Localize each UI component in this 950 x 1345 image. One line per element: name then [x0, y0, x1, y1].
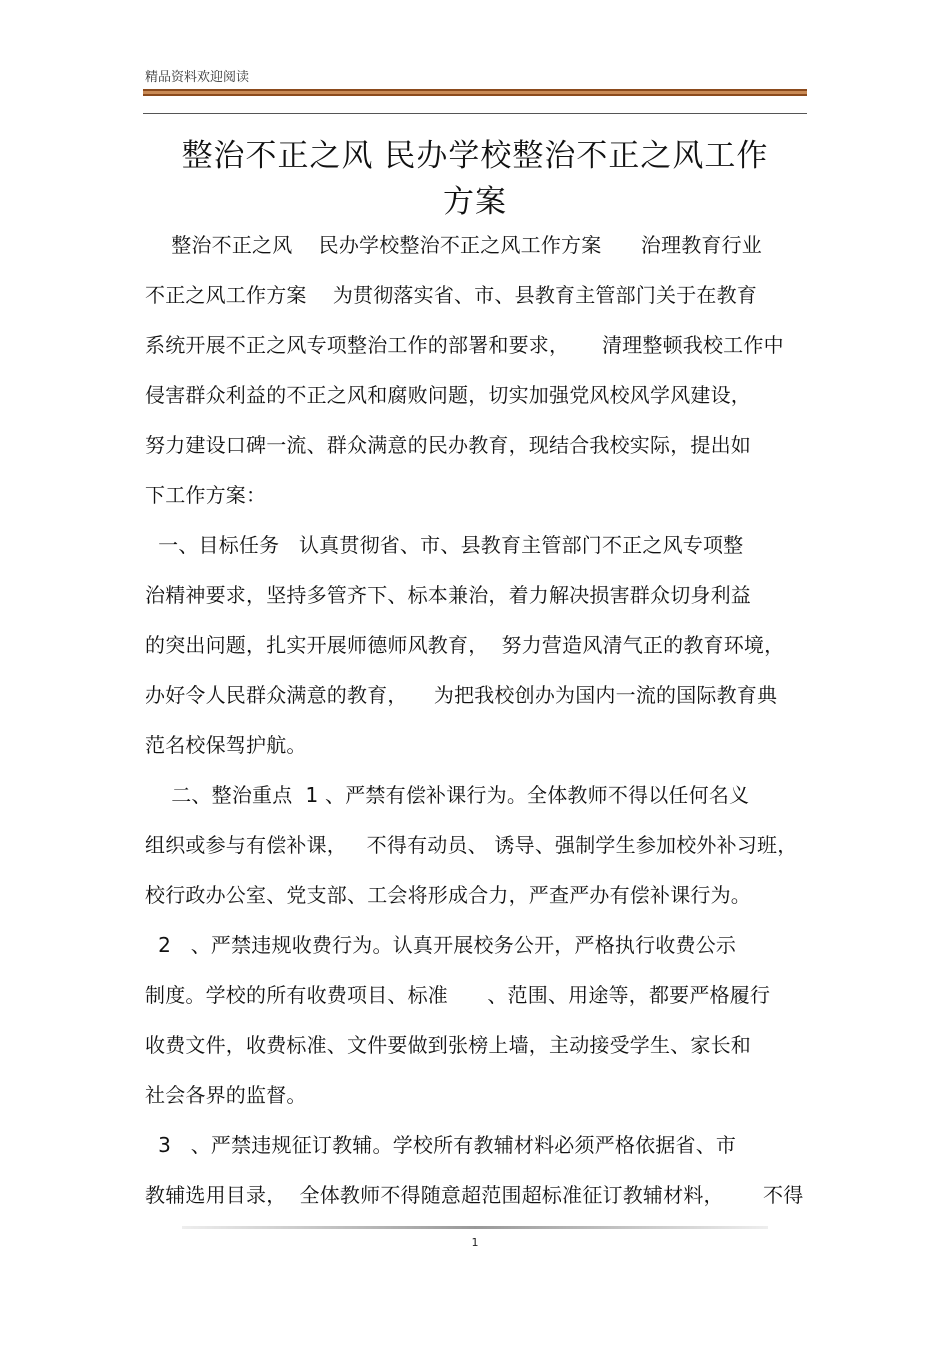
- document-title-line-1: 整治不正之风 民办学校整治不正之风工作: [181, 138, 769, 174]
- paragraph-3-line-3: 校行政办公室、党支部、工会将形成合力，严查严办有偿补课行为。: [145, 883, 751, 907]
- paragraph-2-line-4: 办好令人民群众满意的教育， 为把我校创办为国内一流的国际教育典: [145, 683, 778, 707]
- paragraph-3-line-2: 组织或参与有偿补课， 不得有动员、 诱导、强制学生参加校外补习班，: [145, 833, 798, 857]
- paragraph-1-line-1: 整治不正之风 民办学校整治不正之风工作方案 治理教育行业: [145, 233, 763, 257]
- header-thin-rule: [143, 113, 807, 114]
- document-title-line-2: 方案: [443, 184, 507, 220]
- paragraph-1-line-6: 下工作方案：: [145, 483, 267, 507]
- paragraph-2-line-1: 一、目标任务 认真贯彻省、市、县教育主管部门不正之风专项整: [145, 533, 744, 557]
- paragraph-2-line-3: 的突出问题，扎实开展师德师风教育， 努力营造风清气正的教育环境，: [145, 633, 785, 657]
- footer-rule: [182, 1226, 768, 1229]
- paragraph-2-line-5: 范名校保驾护航。: [145, 733, 307, 757]
- paragraph-4-line-1: 2 、严禁违规收费行为。认真开展校务公开，严格执行收费公示: [145, 933, 737, 957]
- paragraph-1-line-4: 侵害群众利益的不正之风和腐败问题，切实加强党风校风学风建设，: [145, 383, 751, 407]
- paragraph-4-line-4: 社会各界的监督。: [145, 1083, 307, 1107]
- paragraph-4-line-2: 制度。学校的所有收费项目、标准 、范围、用途等，都要严格履行: [145, 983, 771, 1007]
- paragraph-2-line-2: 治精神要求，坚持多管齐下、标本兼治，着力解决损害群众切身利益: [145, 583, 751, 607]
- header-rule: [143, 89, 807, 96]
- paragraph-3-line-1: 二、整治重点 1 、严禁有偿补课行为。全体教师不得以任何名义: [145, 783, 750, 807]
- paragraph-1-line-5: 努力建设口碑一流、群众满意的民办教育，现结合我校实际，提出如: [145, 433, 751, 457]
- page-header-label: 精品资料欢迎阅读: [145, 70, 250, 85]
- paragraph-5-line-1: 3 、严禁违规征订教辅。学校所有教辅材料必须严格依据省、市: [145, 1133, 737, 1157]
- paragraph-1-line-2: 不正之风工作方案 为贯彻落实省、市、县教育主管部门关于在教育: [145, 283, 758, 307]
- paragraph-5-line-2: 教辅选用目录， 全体教师不得随意超范围超标准征订教辅材料， 不得: [145, 1183, 804, 1207]
- paragraph-1-line-3: 系统开展不正之风专项整治工作的部署和要求， 清理整顿我校工作中: [145, 333, 784, 357]
- page-number: 1: [471, 1236, 479, 1249]
- paragraph-4-line-3: 收费文件，收费标准、文件要做到张榜上墙，主动接受学生、家长和: [145, 1033, 751, 1057]
